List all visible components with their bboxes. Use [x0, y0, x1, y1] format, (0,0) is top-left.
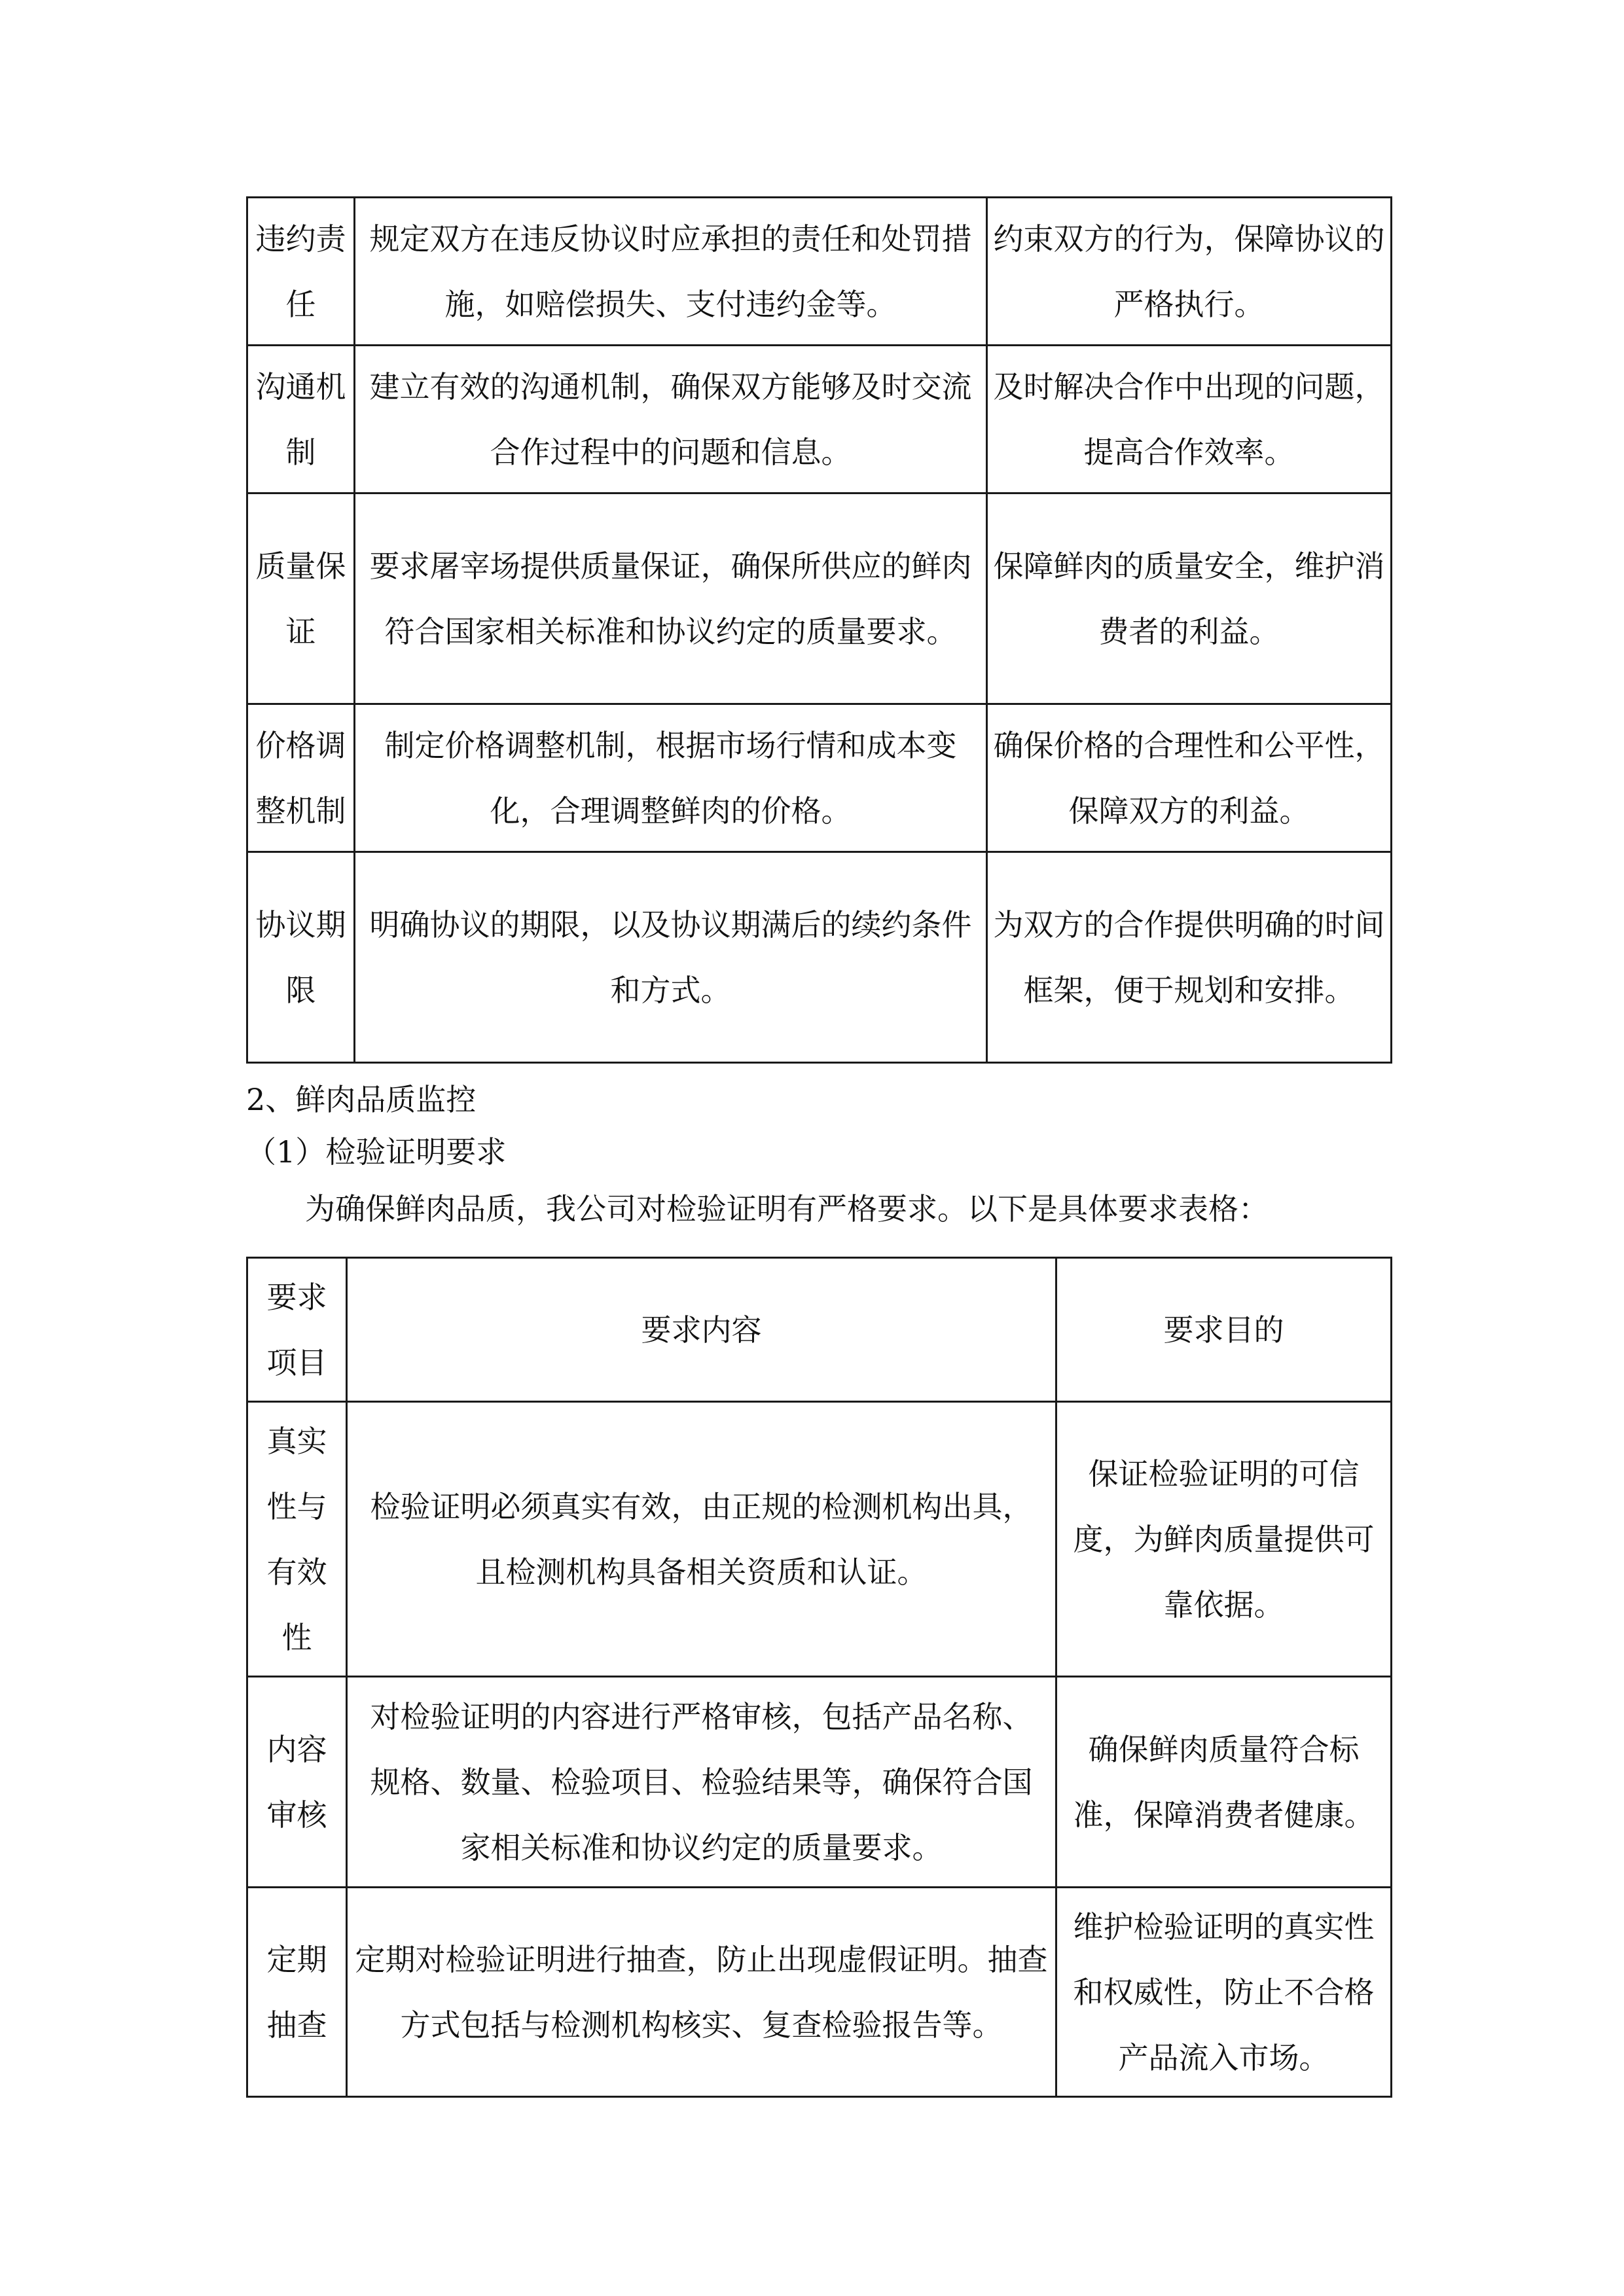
table-row	[247, 1888, 1392, 2097]
purpose-cell: 保障鲜肉的质量安全，维护消费者的利益。	[987, 493, 1392, 704]
item-cell: 定期抽查	[247, 1888, 347, 2097]
agreement-terms-table	[246, 196, 1392, 1064]
content-cell: 定期对检验证明进行抽查，防止出现虚假证明。抽查方式包括与检测机构核实、复查检验报告等。	[347, 1888, 1056, 2097]
purpose-cell: 约束双方的行为，保障协议的严格执行。	[987, 198, 1392, 346]
item-cell: 违约责任	[247, 198, 355, 346]
header-item: 要求项目	[247, 1258, 347, 1402]
purpose-cell: 确保鲜肉质量符合标准，保障消费者健康。	[1056, 1677, 1392, 1888]
content-cell: 建立有效的沟通机制，确保双方能够及时交流合作过程中的问题和信息。	[355, 346, 987, 493]
inspection-requirements-table	[246, 1257, 1392, 2098]
content-cell: 明确协议的期限，以及协议期满后的续约条件和方式。	[355, 852, 987, 1063]
item-cell: 沟通机制	[247, 346, 355, 493]
intro-paragraph: 为确保鲜肉品质，我公司对检验证明有严格要求。以下是具体要求表格：	[305, 1191, 1269, 1227]
content-cell: 规定双方在违反协议时应承担的责任和处罚措施，如赔偿损失、支付违约金等。	[355, 198, 987, 346]
table-row	[247, 346, 1392, 493]
purpose-cell: 维护检验证明的真实性和权威性，防止不合格产品流入市场。	[1056, 1888, 1392, 2097]
section-subheading: （1）检验证明要求	[246, 1134, 507, 1170]
item-cell: 协议期限	[247, 852, 355, 1063]
section-heading: 2、鲜肉品质监控	[246, 1082, 477, 1117]
table-header-row	[247, 1258, 1392, 1402]
content-cell: 检验证明必须真实有效，由正规的检测机构出具，且检测机构具备相关资质和认证。	[347, 1402, 1056, 1677]
content-cell: 制定价格调整机制，根据市场行情和成本变化，合理调整鲜肉的价格。	[355, 704, 987, 852]
content-cell: 对检验证明的内容进行严格审核，包括产品名称、规格、数量、检验项目、检验结果等，确保符合国家相关标准和协议约定的质量要求。	[347, 1677, 1056, 1888]
item-cell: 真实性与有效性	[247, 1402, 347, 1677]
content-cell: 要求屠宰场提供质量保证，确保所供应的鲜肉符合国家相关标准和协议约定的质量要求。	[355, 493, 987, 704]
purpose-cell: 保证检验证明的可信度，为鲜肉质量提供可靠依据。	[1056, 1402, 1392, 1677]
item-cell: 价格调整机制	[247, 704, 355, 852]
table-row	[247, 493, 1392, 704]
header-purpose: 要求目的	[1056, 1258, 1392, 1402]
purpose-cell: 为双方的合作提供明确的时间框架，便于规划和安排。	[987, 852, 1392, 1063]
header-content: 要求内容	[347, 1258, 1056, 1402]
table-row	[247, 852, 1392, 1063]
purpose-cell: 确保价格的合理性和公平性，保障双方的利益。	[987, 704, 1392, 852]
table-row	[247, 198, 1392, 346]
item-cell: 内容审核	[247, 1677, 347, 1888]
table-row	[247, 704, 1392, 852]
item-cell: 质量保证	[247, 493, 355, 704]
table-row	[247, 1402, 1392, 1677]
table-row	[247, 1677, 1392, 1888]
purpose-cell: 及时解决合作中出现的问题，提高合作效率。	[987, 346, 1392, 493]
